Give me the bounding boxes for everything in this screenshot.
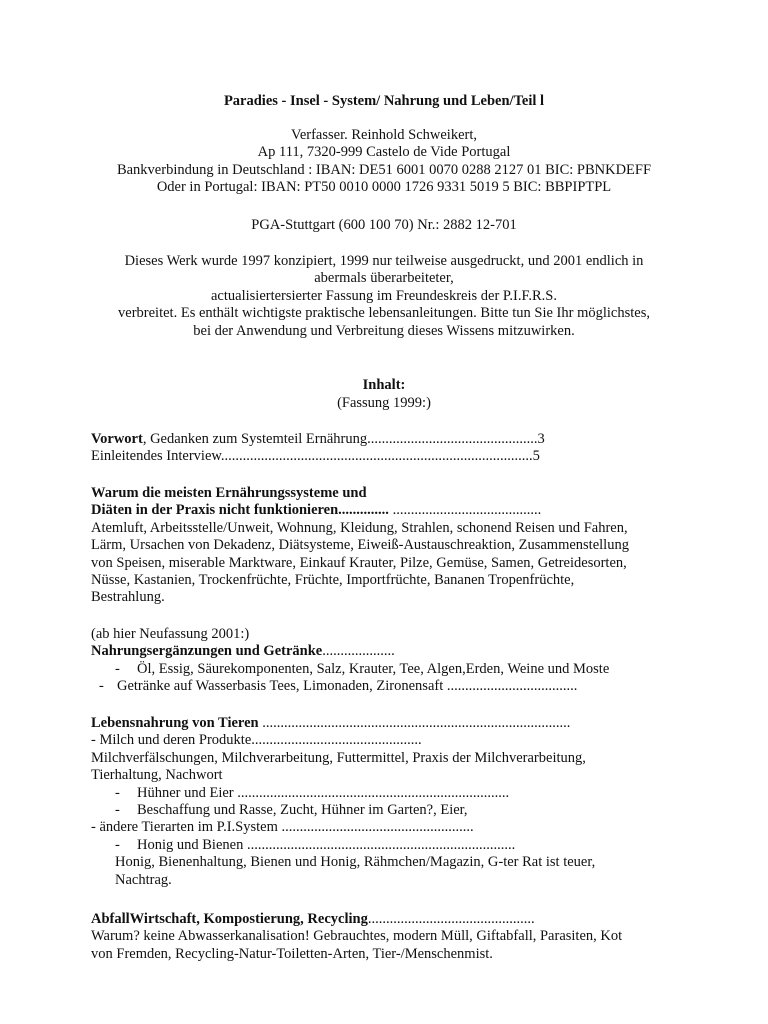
toc-subheading: (Fassung 1999:) bbox=[337, 395, 431, 411]
document-title: Paradies - Insel - System/ Nahrung und Leben/Teil l bbox=[223, 93, 545, 109]
bank-portugal-line: Oder in Portugal: IBAN: PT50 0010 0000 1726 9331 5019 5 BIC: BBPIPTPL bbox=[156, 179, 612, 196]
section-title: Lebensnahrung von Tieren bbox=[91, 715, 259, 731]
section-title-line2 bbox=[91, 502, 680, 519]
author-block bbox=[0, 127, 768, 197]
section-text: Warum? keine Abwasserkanalisation! Gebrauchtes, modern Müll, Giftabfall, Parasiten, Kot bbox=[91, 928, 623, 945]
section-text: Honig, Bienenhaltung, Bienen und Honig, Rähmchen/Magazin, G-ter Rat ist teuer, bbox=[115, 854, 596, 871]
pga-line: PGA-Stuttgart (600 100 70) Nr.: 2882 12-701 bbox=[251, 217, 517, 233]
toc-entry-text: , Gedanken zum Systemteil Ernährung...............................................3 bbox=[142, 431, 545, 447]
toc-section-intro bbox=[91, 431, 680, 466]
section-text: von Speisen, miserable Marktware, Einkauf Krauter, Pilze, Gemüse, Samen, Getreidesorten, bbox=[91, 554, 627, 571]
neufassung-note: (ab hier Neufassung 2001:) bbox=[91, 626, 250, 642]
toc-entry-interview: Einleitendes Interview......................................................................................5 bbox=[91, 448, 540, 465]
list-item bbox=[91, 678, 680, 695]
section-title: Warum die meisten Ernährungssysteme und bbox=[91, 485, 367, 501]
list-item-text: Öl, Essig, Säurekomponenten, Salz, Krauter, Tee, Algen,Erden, Weine und Moste bbox=[137, 660, 610, 677]
dot-leader: .................... bbox=[322, 643, 395, 660]
section-text: Nüsse, Kastanien, Trockenfrüchte, Früchte, Importfrüchte, Bananen Tropenfrüchte, bbox=[91, 572, 575, 589]
intro-line: actualisiertersierter Fassung im Freundeskreis der P.I.F.R.S. bbox=[211, 287, 557, 304]
toc-entry-bold: Vorwort bbox=[91, 431, 143, 447]
list-item bbox=[91, 785, 680, 802]
section-text: Milchverfälschungen, Milchverarbeitung, Futtermittel, Praxis der Milchverarbeitung, bbox=[91, 749, 586, 766]
list-item bbox=[91, 837, 680, 854]
section-title-line bbox=[91, 643, 680, 660]
toc-section-1 bbox=[91, 485, 680, 607]
section-text: Nachtrag. bbox=[115, 871, 172, 888]
section-text: Lärm, Ursachen von Dekadenz, Diätsysteme, Eiweiß-Austauschreaktion, Zusammenstellung bbox=[91, 537, 629, 554]
section-text: von Fremden, Recycling-Natur-Toiletten-Arten, Tier-/Menschenmist. bbox=[91, 945, 493, 962]
list-item-text: Beschaffung und Rasse, Zucht, Hühner im Garten?, Eier, bbox=[137, 802, 468, 819]
section-text: Bestrahlung. bbox=[91, 589, 165, 606]
section-text: - Milch und deren Produkte............................................... bbox=[91, 732, 422, 749]
author-line: Verfasser. Reinhold Schweikert, bbox=[290, 127, 478, 143]
section-title: Diäten in der Praxis nicht funktionieren.............. bbox=[91, 502, 389, 519]
section-text: - ändere Tierarten im P.I.System ..................................................... bbox=[91, 819, 474, 836]
section-title: AbfallWirtschaft, Kompostierung, Recycling bbox=[91, 911, 368, 927]
intro-line: abermals überarbeiteter, bbox=[314, 270, 454, 287]
list-item-text: Honig und Bienen .......................................................................... bbox=[137, 836, 516, 853]
toc-section-3 bbox=[91, 715, 680, 889]
address-line: Ap 111, 7320-999 Castelo de Vide Portugal bbox=[257, 144, 511, 161]
intro-paragraph bbox=[0, 253, 768, 340]
list-item-text: Getränke auf Wasserbasis Tees, Limonaden, Zironensaft .................................... bbox=[117, 678, 578, 695]
section-title: Nahrungsergänzungen und Getränke bbox=[91, 643, 323, 660]
intro-line: bei der Anwendung und Verbreitung dieses Wissens mitzuwirken. bbox=[193, 322, 575, 339]
list-item bbox=[91, 661, 680, 678]
section-title-line bbox=[91, 911, 680, 928]
intro-line: Dieses Werk wurde 1997 konzipiert, 1999 nur teilweise ausgedruckt, und 2001 endlich in bbox=[124, 253, 644, 269]
bullet-dash: - bbox=[115, 836, 120, 853]
section-text: Atemluft, Arbeitsstelle/Unweit, Wohnung, Kleidung, Strahlen, schonend Reisen und Fahren, bbox=[91, 519, 628, 536]
list-item bbox=[91, 802, 680, 819]
toc-section-2 bbox=[91, 626, 680, 696]
list-item-text: Hühner und Eier ........................................................................... bbox=[137, 784, 510, 801]
toc-heading: Inhalt: bbox=[362, 377, 406, 393]
bullet-dash: - bbox=[99, 678, 104, 695]
bullet-dash: - bbox=[115, 784, 120, 801]
section-text: Tierhaltung, Nachwort bbox=[91, 767, 223, 784]
bullet-dash: - bbox=[115, 802, 120, 819]
toc-section-4 bbox=[91, 911, 680, 963]
intro-line: verbreitet. Es enthält wichtigste praktische lebensanleitungen. Bitte tun Sie Ihr möglichstes, bbox=[118, 305, 650, 322]
section-title-line bbox=[91, 715, 680, 732]
dot-leader: ......................................... bbox=[388, 502, 542, 519]
bank-germany-line: Bankverbindung in Deutschland : IBAN: DE51 6001 0070 0288 2127 01 BIC: PBNKDEFF bbox=[116, 161, 652, 178]
dot-leader: ..................................................................................... bbox=[258, 715, 571, 731]
dot-leader: .............................................. bbox=[367, 911, 535, 927]
toc-entry-vorwort bbox=[91, 431, 680, 448]
bullet-dash: - bbox=[115, 660, 120, 677]
